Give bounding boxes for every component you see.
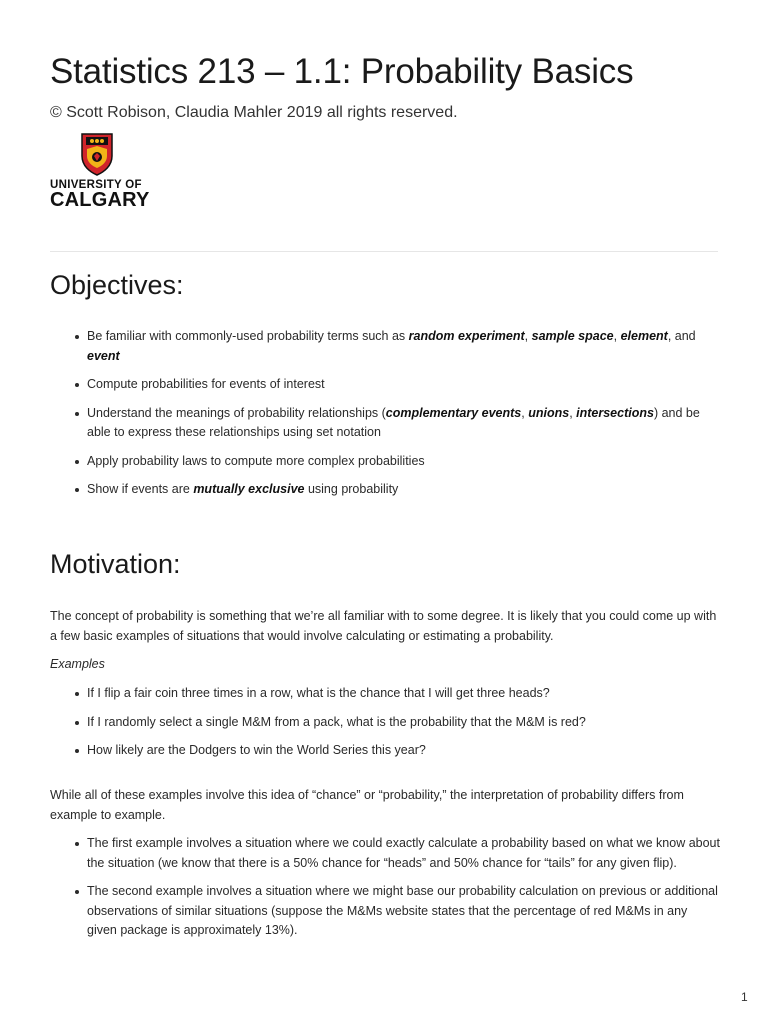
objectives-list	[50, 327, 720, 500]
list-item: If I randomly select a single M&M from a pack, what is the probability that the M&M is red?	[50, 713, 720, 733]
list-item: How likely are the Dodgers to win the World Series this year?	[50, 741, 720, 761]
page-title: Statistics 213 – 1.1: Probability Basics	[50, 52, 634, 91]
list-item: Be familiar with commonly-used probability terms such as random experiment, sample space, element, and event	[50, 327, 720, 366]
interpretations-list	[50, 834, 720, 941]
copyright-notice: © Scott Robison, Claudia Mahler 2019 all rights reserved.	[50, 104, 458, 121]
university-logo	[50, 132, 150, 212]
list-item: Apply probability laws to compute more complex probabilities	[50, 452, 720, 472]
interpretation-paragraph: While all of these examples involve this idea of “chance” or “probability,” the interpretation of probability differs from example to example.	[50, 788, 684, 822]
term-element: element	[620, 329, 668, 343]
term-sample-space: sample space	[531, 329, 614, 343]
list-item: Compute probabilities for events of interest	[50, 375, 720, 395]
logo-text-line1: UNIVERSITY OF	[50, 179, 142, 191]
list-item: The first example involves a situation where we could exactly calculate a probability based on what we know about the situation (we know that there is a 50% chance for “heads” and 50% chance for “tails” for any given flip).	[50, 834, 720, 873]
term-complementary-events: complementary events	[385, 405, 522, 420]
term-event: event	[87, 348, 120, 363]
term-unions: unions	[528, 405, 570, 420]
motivation-heading: Motivation:	[50, 549, 181, 579]
section-divider	[50, 251, 718, 252]
list-item: Understand the meanings of probability relationships (complementary events, unions, intersections) and be able to express these relationships using set notation	[50, 404, 720, 443]
list-item: The second example involves a situation where we might base our probability calculation on previous or additional observations of similar situations (suppose the M&Ms website states that the percentage of red M&Ms in any given package is approximately 13%).	[50, 882, 720, 941]
page-number: 1	[741, 990, 748, 1004]
term-intersections: intersections	[576, 405, 654, 420]
motivation-intro: The concept of probability is something that we’re all familiar with to some degree. It is likely that you could come up with a few basic examples of situations that would involve calculating or estimating a probability.	[50, 609, 717, 643]
term-mutually-exclusive: mutually exclusive	[193, 482, 305, 496]
logo-text-line2: CALGARY	[50, 189, 150, 211]
examples-list	[50, 684, 720, 761]
list-item: Show if events are mutually exclusive using probability	[50, 480, 720, 500]
crest-icon	[80, 132, 114, 176]
term-random-experiment: random experiment	[408, 329, 525, 343]
examples-label: Examples	[50, 657, 105, 671]
objectives-heading: Objectives:	[50, 270, 184, 300]
list-item: If I flip a fair coin three times in a row, what is the chance that I will get three heads?	[50, 684, 720, 704]
